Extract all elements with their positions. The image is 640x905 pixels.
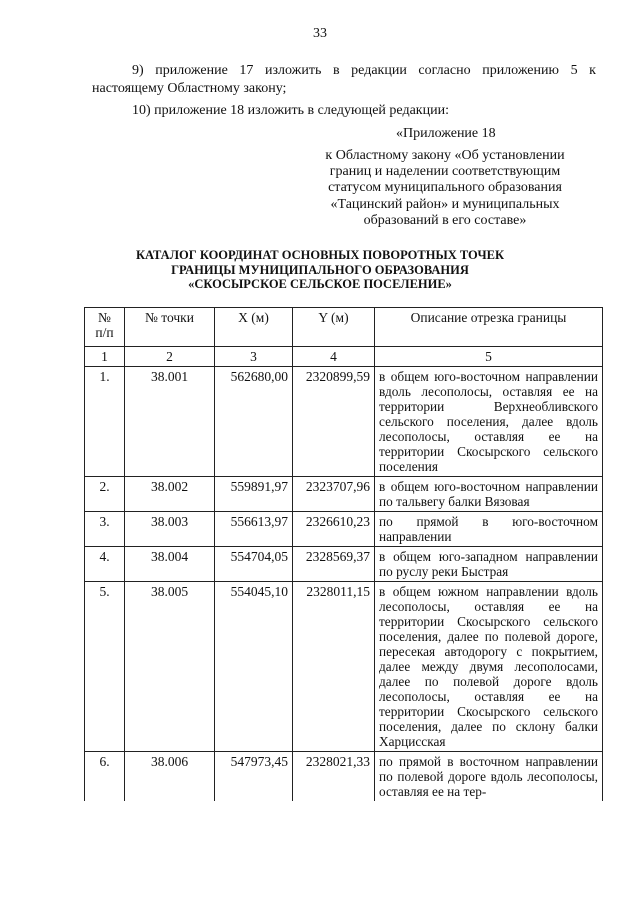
row-index: 3. [85,512,125,547]
appendix-title: «Приложение 18 [396,126,496,141]
row-index: 4. [85,547,125,582]
row-y: 2328011,15 [293,582,375,752]
row-description: в общем юго-восточном направлении вдоль лесополосы, оставляя ее на территории Верхнеобливского сельского поселения, далее вдоль лесополосы, оставляя ее на территории Скосырского сельского поселения [375,367,603,477]
row-description: по прямой в восточном направлении по полевой дороге вдоль лесополосы, оставляя ее на тер- [375,752,603,802]
table-row [85,582,603,752]
header-y: Y (м) [293,308,375,347]
row-description: в общем юго-восточном направлении по тальвегу балки Вязовая [375,477,603,512]
table-row [85,367,603,477]
row-y: 2323707,96 [293,477,375,512]
appendix-subtitle-line: границ и наделении соответствующим [329,164,561,180]
row-x: 556613,97 [215,512,293,547]
coordinates-table [84,307,603,801]
column-number: 1 [85,347,125,367]
table-row [85,752,603,802]
row-x: 559891,97 [215,477,293,512]
column-number: 4 [293,347,375,367]
table-row [85,477,603,512]
row-x: 554704,05 [215,547,293,582]
row-index: 1. [85,367,125,477]
page-number: 33 [313,26,327,41]
header-index-line-2: п/п [95,325,114,340]
column-number-row [85,347,603,367]
appendix-subtitle-line: образований в его составе» [363,212,527,228]
row-description: по прямой в юго-восточном направлении [375,512,603,547]
catalog-title-line: «СКОСЫРСКОЕ СЕЛЬСКОЕ ПОСЕЛЕНИЕ» [188,277,452,291]
row-y: 2328021,33 [293,752,375,802]
paragraph-9 [92,62,596,98]
table-row [85,547,603,582]
row-point: 38.006 [125,752,215,802]
catalog-title [0,248,640,292]
row-x: 554045,10 [215,582,293,752]
paragraph-9-line-1: 9) приложение 17 изложить в редакции согласно приложению 5 к [132,63,596,78]
catalog-title-line: КАТАЛОГ КООРДИНАТ ОСНОВНЫХ ПОВОРОТНЫХ ТОЧЕК [135,248,505,262]
column-number: 3 [215,347,293,367]
header-index-line-1: № [98,310,111,325]
header-description: Описание отрезка границы [375,308,603,347]
row-description: в общем южном направлении вдоль лесополосы, оставляя ее на территории Скосырского сельского поселения, далее по полевой дороге, пересекая автодорогу с покрытием, далее между двумя лесополосами, далее по полевой дороге вдоль лесополосы, оставляя ее на территории Скосырского сельского поселения, далее по склону балки Харцисская [375,582,603,752]
appendix-subtitle-line: «Тацинский район» и муниципальных [330,196,560,212]
appendix-subtitle-line: статусом муниципального образования [328,180,562,196]
row-index: 2. [85,477,125,512]
column-number: 2 [125,347,215,367]
row-point: 38.002 [125,477,215,512]
row-point: 38.001 [125,367,215,477]
paragraph-10: 10) приложение 18 изложить в следующей редакции: [132,103,449,118]
row-description: в общем юго-западном направлении по руслу реки Быстрая [375,547,603,582]
row-point: 38.005 [125,582,215,752]
header-index [85,308,125,347]
row-index: 5. [85,582,125,752]
header-point: № точки [125,308,215,347]
appendix-subtitle [305,148,585,229]
table-row [85,512,603,547]
row-y: 2326610,23 [293,512,375,547]
paragraph-9-line-2: настоящему Областному закону; [92,81,287,96]
row-x: 562680,00 [215,367,293,477]
catalog-title-line: ГРАНИЦЫ МУНИЦИПАЛЬНОГО ОБРАЗОВАНИЯ [171,262,469,277]
column-number: 5 [375,347,603,367]
row-y: 2320899,59 [293,367,375,477]
header-x: X (м) [215,308,293,347]
row-point: 38.003 [125,512,215,547]
row-y: 2328569,37 [293,547,375,582]
appendix-subtitle-line: к Областному закону «Об установлении [325,148,565,163]
row-index: 6. [85,752,125,802]
row-x: 547973,45 [215,752,293,802]
row-point: 38.004 [125,547,215,582]
table-header-row [85,308,603,347]
